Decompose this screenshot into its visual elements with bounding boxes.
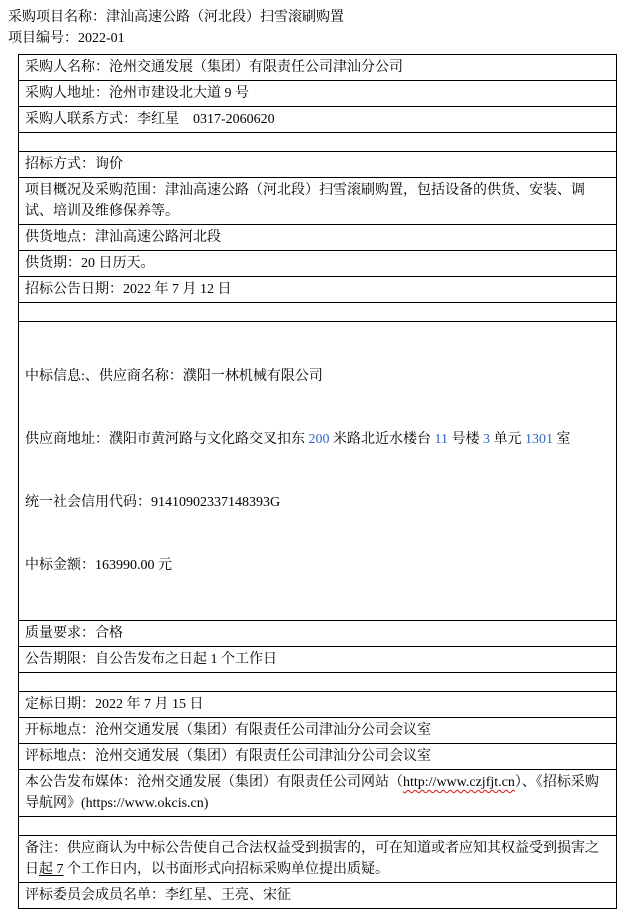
- row-opening-place: 开标地点：沧州交通发展（集团）有限责任公司津汕分公司会议室: [19, 717, 616, 743]
- winner-address-seg: 米路北近水楼台: [329, 432, 435, 447]
- remark-part2: 个工作日内，以书面形式向招标采购单位提出质疑。: [63, 862, 389, 877]
- winner-name-line: 中标信息:、供应商名称：濮阳一林机械有限公司: [25, 369, 323, 384]
- row-spacer-3: [19, 672, 616, 691]
- winner-address-seg: 供应商地址：濮阳市黄河路与文化路交叉扣东: [25, 432, 309, 447]
- winner-address-seg: 室: [552, 432, 571, 447]
- row-buyer-address: 采购人地址：沧州市建设北大道 9 号: [19, 80, 616, 106]
- remark-part1: 备注：供应商认为中标公告使自己合法权益受到损害的，可在知道或者应知其权益受到损害之日: [25, 841, 599, 877]
- remark-underlined: 起 7: [39, 862, 64, 877]
- procurement-notice-document: [0, 7, 624, 903]
- row-delivery-place: 供货地点：津汕高速公路河北段: [19, 224, 616, 250]
- row-notice-period: 公告期限：自公告发布之日起 1 个工作日: [19, 646, 616, 672]
- row-delivery-period: 供货期：20 日历天。: [19, 250, 616, 276]
- row-committee: 评标委员会成员名单：李红星、王亮、宋征: [19, 882, 616, 908]
- winner-address-seg: 单元: [489, 432, 525, 447]
- row-buyer-name: 采购人名称：沧州交通发展（集团）有限责任公司津汕分公司: [25, 60, 403, 75]
- winner-address-seg: 号楼: [447, 432, 483, 447]
- winner-address-number: 1301: [524, 432, 553, 447]
- row-project-scope: 项目概况及采购范围：津汕高速公路（河北段）扫雪滚刷购置，包括设备的供货、安装、调试、培训及维修保养等。: [19, 177, 616, 224]
- row-spacer-4: [19, 816, 616, 835]
- media-url-czjfjt: http://www.czjfjt.cn: [403, 775, 515, 790]
- media-suffix: ）、《招标采购导航网》(https://www.okcis.cn): [25, 775, 599, 811]
- row-remark: [19, 835, 616, 882]
- row-spacer-2: [19, 302, 616, 321]
- row-media: [19, 769, 616, 816]
- media-prefix: 本公告发布媒体：沧州交通发展（集团）有限责任公司网站（: [25, 775, 403, 790]
- winner-address-number: 3: [482, 432, 490, 447]
- row-winner-info: [19, 321, 616, 620]
- project-name-line: 采购项目名称：津汕高速公路（河北段）扫雪滚刷购置: [8, 10, 344, 25]
- winner-amount-line: 中标金额：163990.00 元: [25, 558, 172, 573]
- winner-address-number: 200: [308, 432, 330, 447]
- row-bidding-method: 招标方式：询价: [19, 151, 616, 177]
- project-number-line: 项目编号：2022-01: [8, 31, 125, 46]
- winner-address-line: [25, 429, 610, 450]
- row-evaluation-place: 评标地点：沧州交通发展（集团）有限责任公司津汕分公司会议室: [19, 743, 616, 769]
- row-award-date: 定标日期：2022 年 7 月 15 日: [19, 691, 616, 717]
- document-header: [8, 7, 624, 49]
- notice-table: [18, 54, 617, 909]
- row-quality-requirement: 质量要求：合格: [19, 620, 616, 646]
- row-spacer-1: [19, 132, 616, 151]
- row-announcement-date: 招标公告日期：2022 年 7 月 12 日: [19, 276, 616, 302]
- winner-credit-code-line: 统一社会信用代码：91410902337148393G: [25, 495, 281, 510]
- row-buyer-contact: 采购人联系方式：李红星 0317-2060620: [19, 106, 616, 132]
- winner-address-number: 11: [434, 432, 448, 447]
